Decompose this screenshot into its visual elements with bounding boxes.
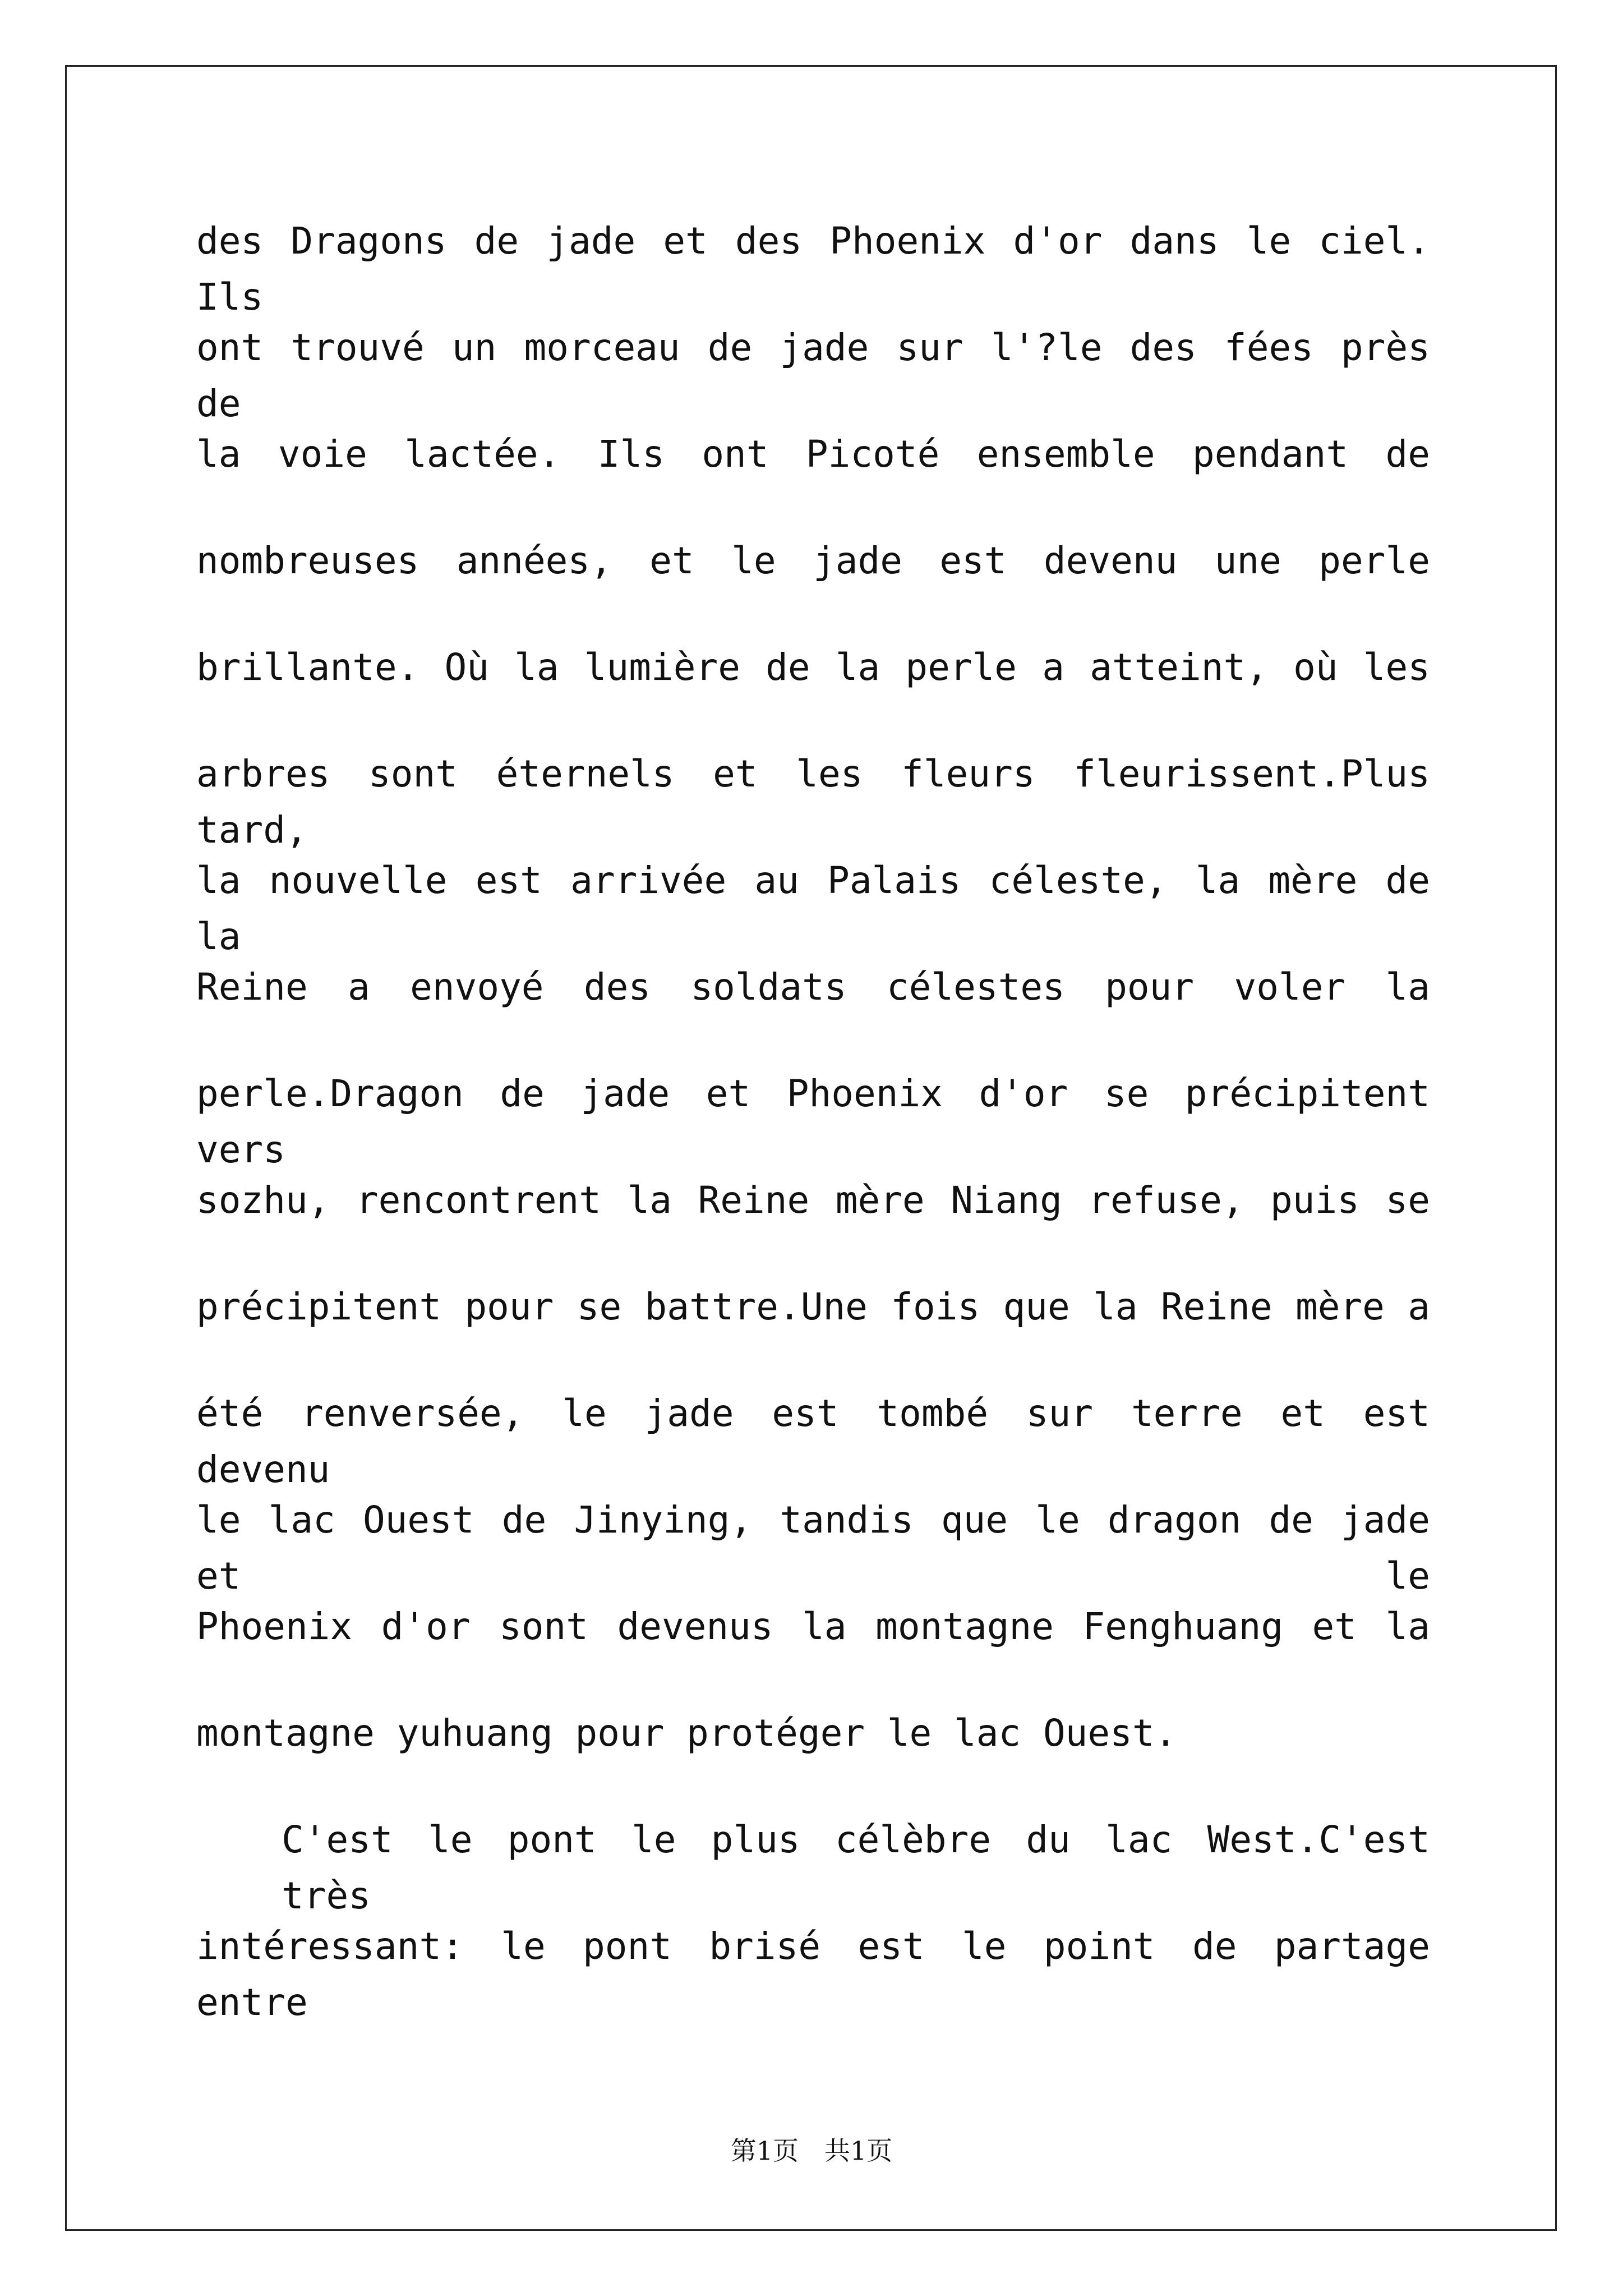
text-line-content: le lac Ouest de Jinying, tandis que le dragon de jade et le [196,1498,1430,1598]
text-line [196,1492,1430,1599]
text-line [196,639,1430,746]
text-line-content: intéressant: le pont brisé est le point de partage entre [196,1925,1430,2024]
text-line [196,320,1430,426]
text-line-content: précipitent pour se battre.Une fois que la Reine mère a [196,1285,1430,1328]
text-line-content: perle.Dragon de jade et Phoenix d'or se précipitent vers [196,1072,1430,1171]
text-line [196,213,1430,320]
text-line [196,746,1430,853]
text-line [196,853,1430,959]
text-line-content: des Dragons de jade et des Phoenix d'or dans le ciel. Ils [196,219,1430,319]
text-line-content: arbres sont éternels et les fleurs fleurissent.Plus tard, [196,752,1430,852]
text-line [196,1172,1430,1279]
text-line-content: Reine a envoyé des soldats célestes pour voler la [196,965,1430,1009]
text-line-content: sozhu, rencontrent la Reine mère Niang refuse, puis se [196,1179,1430,1222]
body-text [196,213,1430,2025]
text-line-content: brillante. Où la lumière de la perle a atteint, où les [196,646,1430,689]
text-line-last [196,1705,1430,1812]
text-line [196,426,1430,533]
page-number-footer: 第1页 共1页 [730,2136,893,2166]
text-line-content: montagne yuhuang pour protéger le lac Ouest. [196,1711,1177,1755]
text-line [196,1599,1430,1705]
text-line-content: ont trouvé un morceau de jade sur l'?le des fées près de [196,326,1430,425]
text-line-content: C'est le pont le plus célèbre du lac West.C'est très [282,1818,1430,1917]
text-line [196,533,1430,639]
text-line [196,1066,1430,1172]
text-line [196,1918,1430,2025]
text-line-content: Phoenix d'or sont devenus la montagne Fenghuang et la [196,1605,1430,1648]
text-line-content: été renversée, le jade est tombé sur terre et est devenu [196,1392,1430,1491]
text-line [196,959,1430,1066]
paragraph-first-line [196,1812,1430,1918]
text-line [196,1386,1430,1492]
text-line-content: la voie lactée. Ils ont Picoté ensemble pendant de [196,432,1430,476]
text-line-content: la nouvelle est arrivée au Palais céleste, la mère de la [196,859,1430,958]
text-line [196,1279,1430,1386]
text-line-content: nombreuses années, et le jade est devenu une perle [196,539,1430,582]
